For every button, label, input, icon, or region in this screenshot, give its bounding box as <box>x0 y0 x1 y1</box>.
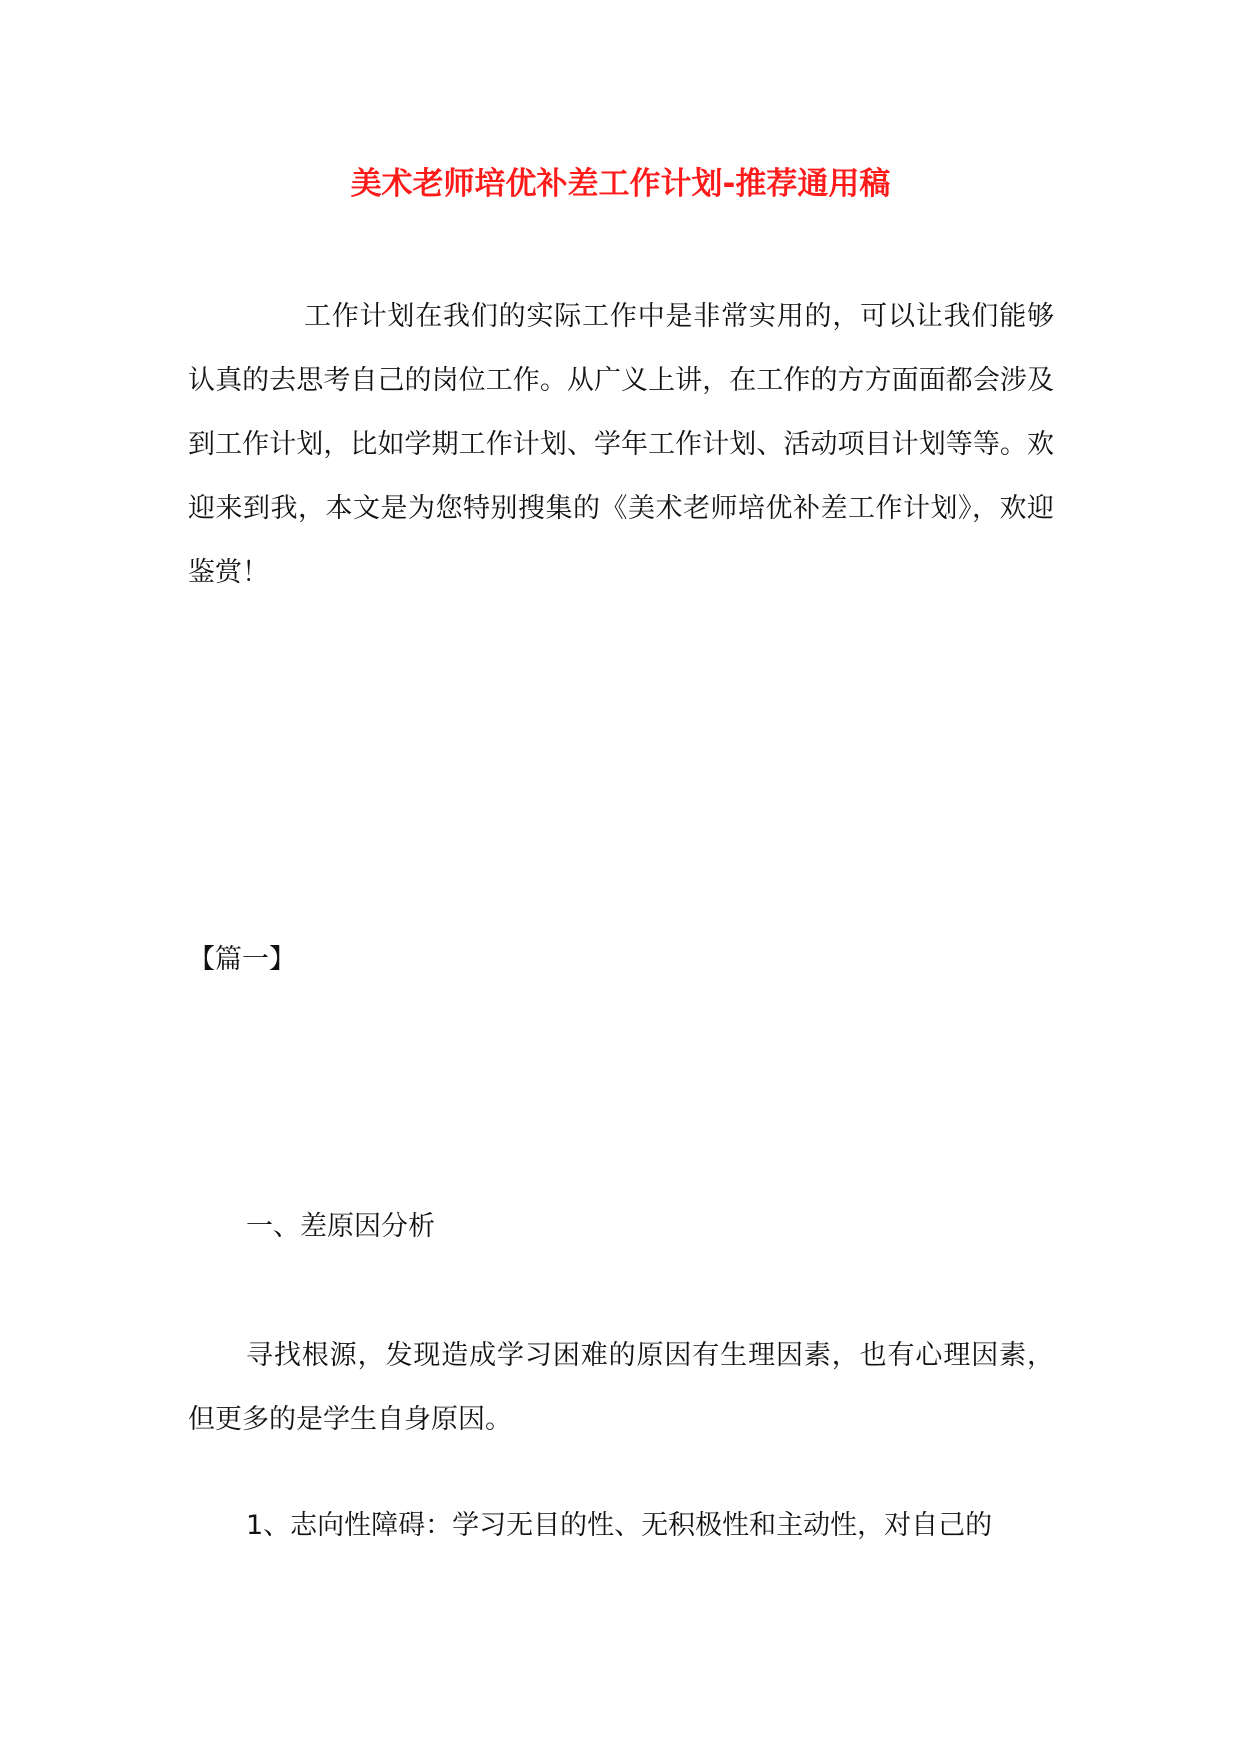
intro-paragraph: 工作计划在我们的实际工作中是非常实用的，可以让我们能够认真的去思考自己的岗位工作。从广义上讲，在工作的方方面面都会涉及到工作计划，比如学期工作计划、学年工作计划、活动项目计划等等。欢迎来到我，本文是为您特别搜集的《美术老师培优补差工作计划》，欢迎鉴赏！ <box>188 301 1054 588</box>
section-label: 【篇一】 <box>188 944 296 975</box>
document-title: 美术老师培优补差工作计划-推荐通用稿 <box>350 166 891 202</box>
body-paragraph-list-item: 1、志向性障碍：学习无目的性、无积极性和主动性，对自己的 <box>246 1510 993 1541</box>
section-heading: 一、差原因分析 <box>246 1211 435 1242</box>
body-paragraph: 寻找根源，发现造成学习困难的原因有生理因素，也有心理因素，但更多的是学生自身原因。 <box>188 1340 1054 1435</box>
